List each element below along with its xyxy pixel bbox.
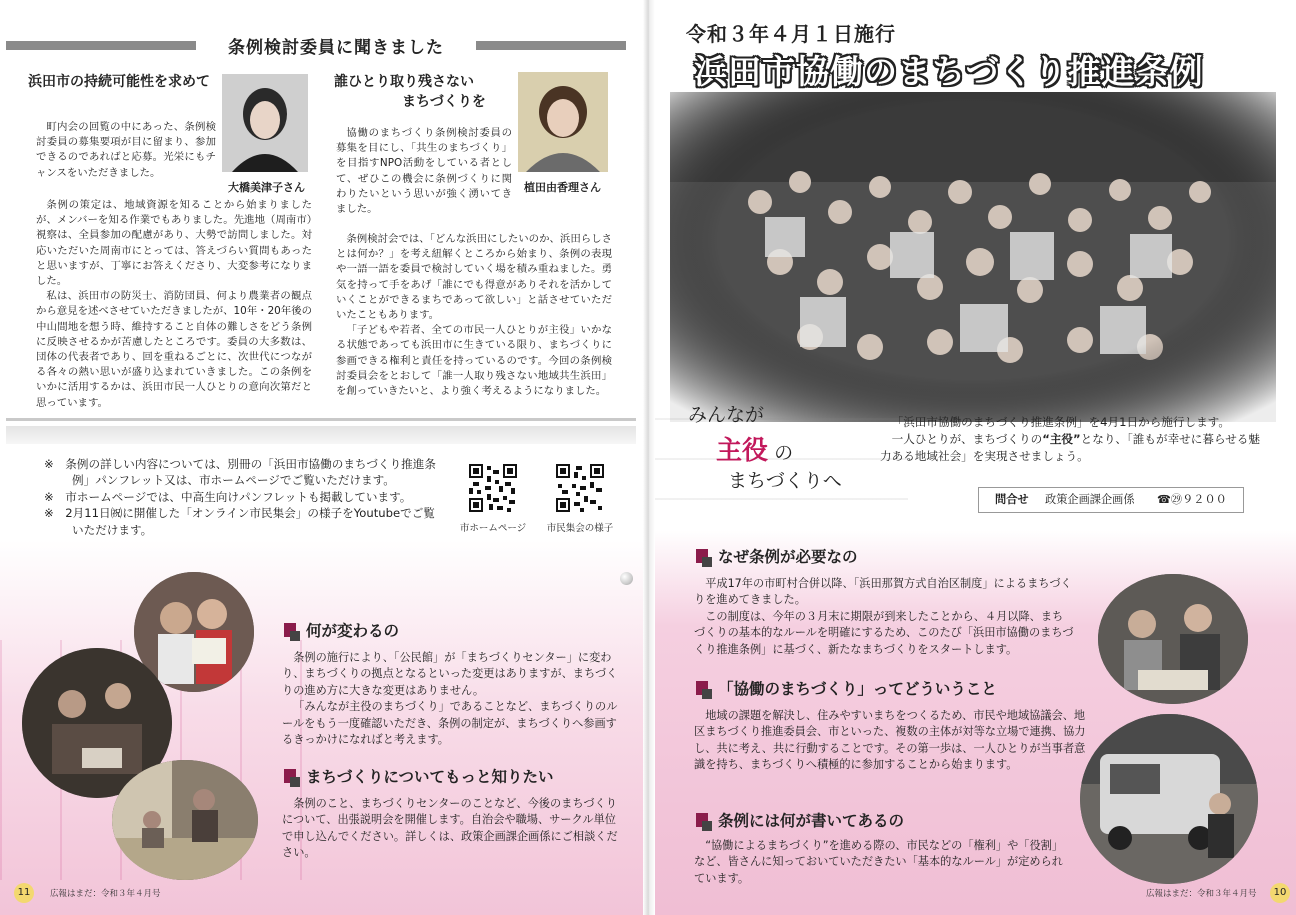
section-body-collaboration [694, 708, 1092, 774]
section-title: 「協働のまちづくり」ってどういうこと [718, 680, 997, 698]
notes-list [44, 456, 444, 538]
note-item: ※ 2月11日㈷に開催した「オンライン市民集会」の様子をYoutubeでご覧いただけます。 [44, 506, 435, 537]
section-divider-band [6, 426, 636, 444]
section-heading-contents [696, 810, 1026, 832]
woman-portrait-icon [222, 74, 308, 172]
qr-label-meeting: 市民集会の様子 [546, 523, 614, 534]
van-outdoor-photo-icon [1080, 714, 1258, 884]
enforcement-date: 令和３年４月１日施行 [686, 22, 896, 46]
slogan-line3: まちづくりへ [728, 470, 842, 492]
heading-mark-icon [284, 623, 299, 638]
section-paragraph: 「みんなが主役のまちづくり」であることなど、まちづくりのルールをもう一度確認いただき、条例の制定が、まちづくりへ参画するきっかけになればと考えます。 [282, 700, 618, 747]
member2-heading [334, 72, 486, 112]
slogan-line2 [716, 430, 793, 467]
meeting-photo-icon [1098, 574, 1248, 704]
page-number-right: 10 [1270, 883, 1290, 903]
section-divider [6, 418, 636, 421]
member1-paragraph: 条例の策定は、地域資源を知ることから始まりましたが、メンバーを知る作業でもありました。先進地（周南市）視察は、全員参加の配慮があり、大勢で訪問しました。対応いただいた周南市にとっては、答えづらい質問もあったと思いますが、丁寧にお答えくださり、大変参考になりました。 [36, 199, 312, 288]
section-body-learn-more [282, 796, 618, 862]
member1-paragraph: 私は、浜田市の防災士、消防団員、何より農業者の観点から意見を述べさせていただきましたが、10年・20年後の中山間地を想う時、維持すること自体の難しさをどう条例に反映させるかが苦慮したところです。委員の大多数は、団体の代表者であり、回を重ねるごとに、次世代につながる各々の熱い思いが盛り込まれていきました。この条例をいかに活用するかは、浜田市民一人ひとりの意向次第だと思っています。 [36, 290, 312, 409]
qr-code-icon [554, 462, 606, 514]
section-title: なぜ条例が必要なの [718, 548, 858, 566]
member1-text-wide [36, 198, 312, 411]
note-item: ※ 条例の詳しい内容については、別冊の「浜田市協働のまちづくり推進条例」パンフレット又は、市ホームページでご覧いただけます。 [44, 457, 436, 488]
section-paragraph: 平成17年の市町村合併以降、「浜田那賀方式自治区制度」によるまちづくりを進めてきました。 [694, 577, 1072, 607]
member1-text-narrow [36, 120, 216, 181]
woman-portrait-icon [518, 72, 608, 172]
section-paragraph: 条例の施行により、「公民館」が「まちづくりセンター」に変わり、まちづくりの拠点となるといった変更はありますが、まちづくりの進め方に大きな変更はありません。 [282, 651, 618, 697]
intro-paragraph [880, 431, 1260, 465]
qr-code-homepage[interactable] [467, 462, 519, 514]
member2-paragraph: 協働のまちづくり条例検討委員の募集を目にし、「共生のまちづくり」を目指すNPO活動をしている者として、ぜひこの機会に条例づくりに関わりたいという思いが強く湧いてきました。 [336, 127, 512, 216]
member2-name: 植田由香理さん [524, 181, 601, 194]
member1-name: 大橋美津子さん [228, 181, 305, 194]
slogan-highlight: 主役 [716, 436, 769, 466]
intro-text-part: 一人ひとりが、まちづくりの [891, 432, 1043, 446]
section-body-why-ordinance [694, 576, 1074, 658]
section-title: 何が変わるの [306, 622, 400, 640]
member2-text-wide [336, 232, 612, 399]
member1-paragraph: 町内会の回覧の中にあった、条例検討委員の募集要項が目に留まり、参加できるのであればと応募。光栄にもチャンスをいただきました。 [36, 121, 216, 179]
intro-text-part: となり、「誰もが幸せに暮らせる魅力ある地域社会」を実現させましょう。 [880, 432, 1260, 463]
section-paragraph: 地域の課題を解決し、住みやすいまちをつくるため、市民や地域協議会、地区まちづくり推進委員会、市といった、複数の主体が対等な立場で連携、協力し、共に考え、共に行動することです。その第一歩は、一人ひとりが当事者意識を持ち、まちづくりへ積極的に参加することから始まります。 [694, 709, 1086, 772]
header-bar-left [6, 41, 196, 50]
section-heading-collaboration [696, 678, 1056, 700]
member2-paragraph: 「子どもや若者、全ての市民一人ひとりが主役」いかなる状態であっても浜田市に生きている限り、まちづくりに参画できる権利と責任を持っているのです。今回の条例検討委員会をとおして「誰一人取り残さない地域共生浜田」を創っていきたいと、より強く考えるようになりました。 [336, 324, 612, 398]
member2-text-narrow [336, 126, 512, 217]
note-item: ※ 市ホームページでは、中高生向けパンフレットも掲載しています。 [44, 489, 412, 504]
photo-tea-ceremony [112, 760, 258, 880]
contact-department: 政策企画課企画係 [1045, 493, 1135, 506]
pearl-ornament [620, 572, 633, 585]
member2-paragraph: 条例検討会では、「どんな浜田にしたいのか、浜田らしさとは何か？」を考え紐解くところから始まり、条例の表現や一語一語を委員で検討していく場を積み重ねました。勇気を持って手をあげ「誰にでも得意がありそれを活かしていくことができるまちであって欲しい」と話させていただいたこともあります。 [336, 233, 612, 322]
contact-box [978, 487, 1244, 513]
right-page [648, 0, 1296, 915]
member2-portrait [518, 72, 608, 172]
header-bar-right [476, 41, 626, 50]
heading-mark-icon [284, 769, 299, 784]
intro-text [880, 414, 1260, 465]
photo-meeting [1098, 574, 1248, 704]
section-paragraph: この制度は、今年の３月末に期限が到来したことから、４月以降、まちづくりの基本的なルールを明確にするため、このたび「浜田市協働のまちづくり推進条例」に基づく、新たなまちづくりをスタートします。 [694, 609, 1074, 656]
page-footer-left: 広報はまだ：令和３年４月号 [50, 889, 161, 899]
interview-section-title: 条例検討委員に聞きました [196, 33, 476, 58]
ordinance-title: 浜田市協働のまちづくり推進条例 [694, 52, 1204, 91]
group-photo [670, 92, 1276, 422]
section-heading-why-ordinance [696, 546, 1026, 568]
tea-ceremony-photo-icon [112, 760, 258, 880]
heading-mark-icon [696, 549, 711, 564]
member2-heading-line1: 誰ひとり取り残さない [334, 74, 474, 90]
heading-mark-icon [696, 813, 711, 828]
section-heading-what-changes [284, 620, 614, 642]
page-gutter [643, 0, 655, 915]
section-paragraph: 条例のこと、まちづくりセンターのことなど、今後のまちづくりについて、出張説明会を開催します。自治会や職場、サークル単位で申し込んでください。詳しくは、政策企画課企画係にご相談ください。 [282, 797, 618, 860]
section-paragraph: “協働によるまちづくり”を進める際の、市民などの「権利」や「役割」など、皆さんに知っておいていただきたい「基本的なルール」が定められています。 [694, 839, 1064, 885]
interview-section-header [6, 33, 626, 57]
section-body-contents [694, 838, 1070, 887]
intro-paragraph: 「浜田市協働のまちづくり推進条例」を4月1日から施行します。 [891, 415, 1230, 429]
member1-portrait [222, 74, 308, 172]
qr-label-homepage: 市ホームページ [459, 523, 527, 534]
member1-heading: 浜田市の持続可能性を求めて [28, 74, 210, 90]
slogan-line1: みんなが [688, 404, 765, 426]
qr-code-icon [467, 462, 519, 514]
member2-heading-line2: まちづくりを [402, 94, 486, 110]
contact-phone[interactable]: ☎㉙９２００ [1157, 493, 1227, 506]
section-title: まちづくりについてもっと知りたい [306, 768, 554, 786]
intro-emphasis: “主役” [1042, 432, 1081, 446]
section-title: 条例には何が書いてあるの [718, 812, 905, 830]
qr-code-meeting[interactable] [554, 462, 606, 514]
contact-label: 問合せ [995, 493, 1029, 506]
page-number-left: 11 [14, 883, 34, 903]
section-body-what-changes [282, 650, 618, 748]
heading-mark-icon [696, 681, 711, 696]
section-heading-learn-more [284, 766, 624, 788]
slogan-particle: の [774, 442, 794, 464]
community-group-photo-icon [670, 92, 1276, 422]
photo-van-outdoor [1080, 714, 1258, 884]
page-footer-right: 広報はまだ：令和３年４月号 [1146, 889, 1257, 899]
